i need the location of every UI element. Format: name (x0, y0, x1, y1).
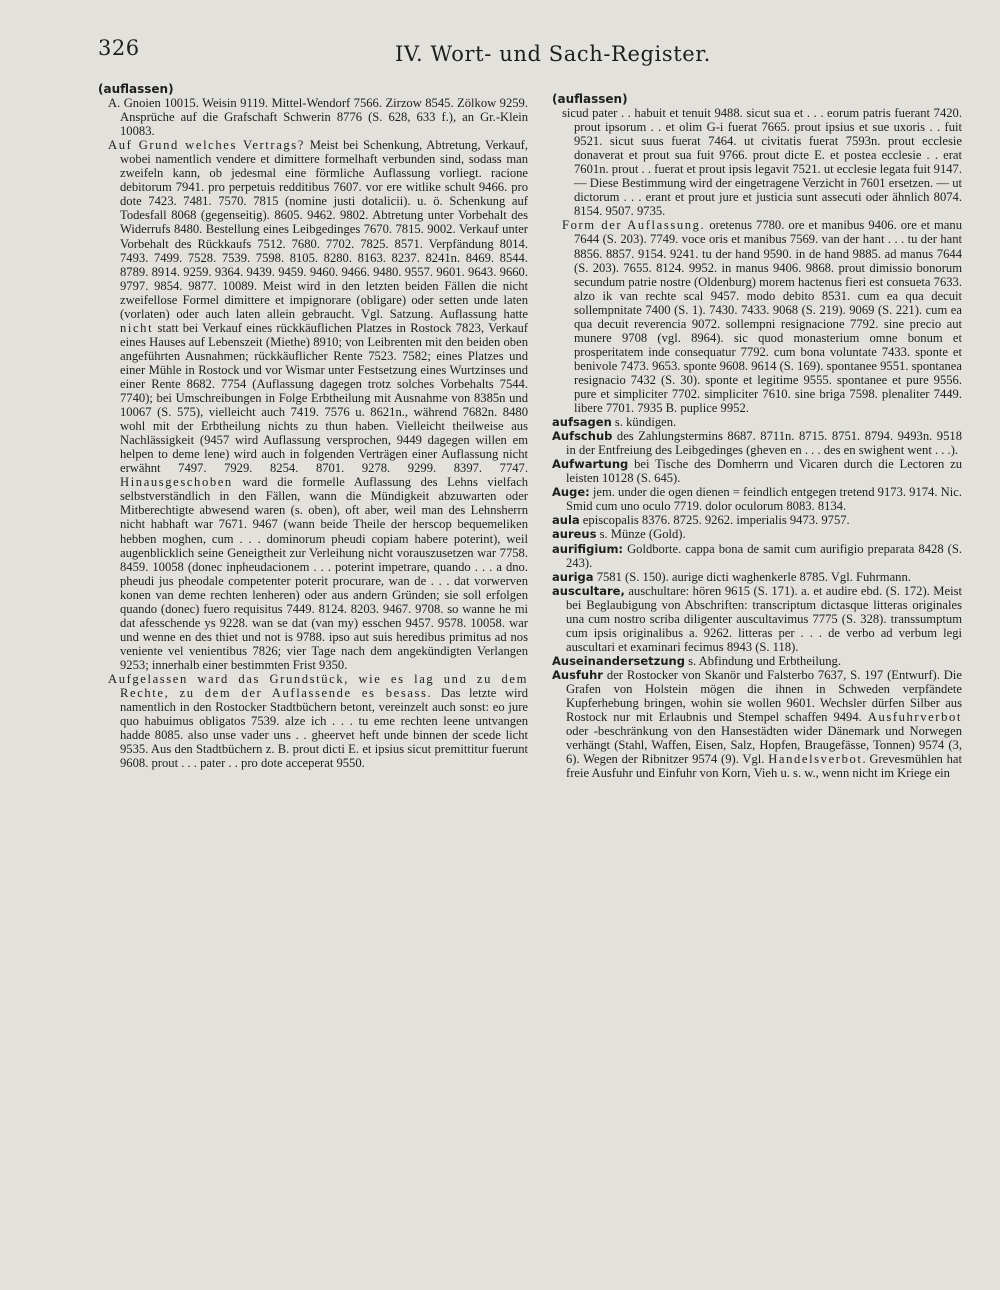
entry-lemma: aurifigium: (552, 541, 624, 556)
text-run: auschultare: hören 9615 (S. 171). a. et audire ebd. (S. 172). Meist bei Beglaubigung von Abschriften: transcriptum dictasque litteras originales una cum nostro scriba diligenter auscultavimus 7775 (S. 328). transsumptum cum ipsis originalibus a. 9262. litteras per . . . de verbo ad verbum legi auscultari et examinari fecimus 8943 (S. 118). (566, 583, 962, 654)
right-column (552, 92, 962, 780)
right-sub-paragraphs (552, 106, 962, 415)
text-run: . Grevesmühlen hat freie Ausfuhr und Einfuhr von Korn, Vieh u. s. w., wenn nicht im Kriege ein (566, 752, 962, 781)
entry-lemma: Auge: (552, 485, 590, 500)
text-run: sicud pater . . habuit et tenuit 9488. sicut sua et . . . eorum patris fuerant 7420. prout ipsorum . . et olim G-i fuerat 7665. prout ipsius et sue uxoris . . fuit 9521. sicut suus fuerat 7464. ut civitatis fuerat 7593n. prout ecclesie donaverat et prout sua fuit 9766. prout dicte E. et postea ecclesie . . erat 7601n. prout . . fuerat et prout ipsis legavit 7521. ut ecclesie legata fuit 9147. — Diese Bestimmung wird der eingetragene Verzicht in 7601 ersetzen. — ut dictorum . . . erant et prout jure et justicia sunt assecuti oder ähnlich 8074. 8154. 9507. 9735. (562, 106, 962, 219)
text-run: s. Münze (Gold). (596, 527, 686, 542)
text-run: Das letzte wird namentlich in den Rostocker Stadtbüchern betont, vereinzelt auch sonst: eo jure quo habuimus obligatos 7539. alze ich . . . tu eme rechten leene untvangen hadde 8085. also unse vader uns . . gheervet heft unde binnen der scede licht 9535. Aus den Stadtbüchern z. B. prout dicti E. et ipsius sicut premittitur fuerunt 9608. prout . . . pater . . pro dote acceperat 9550. (120, 686, 528, 771)
text-run: oder -beschränkung von den Hansestädten wider Dänemark und Norwegen verhängt (Stahl, Waffen, Eisen, Salz, Hopfen, Braugefässe, Tonnen) 9574 (3, 6). Wegen der Ribnitzer 9574 (9). Vgl. (566, 724, 962, 767)
index-paragraph (552, 218, 962, 415)
text-run: 7581 (S. 150). aurige dicti waghenkerle 8785. Vgl. Fuhrmann. (593, 569, 911, 584)
text-run: s. Abfindung und Erbtheilung. (684, 653, 841, 668)
text-run: oretenus 7780. ore et manibus 9406. ore et manu 7644 (S. 203). 7749. voce oris et manibus 7569. van der hant . . . tu der hant 8856. 8857. 9154. 9241. tu der hand 9590. in de hand 9885. ad manus 7644 (S. 203). 7655. 8124. 9952. in manus 9406. 9868. prout dimissio bonorum secundum patrie nostre (Oldenburg) morem hactenus fieri est consueta 7633. alzo ik van rechte scal 9457. modo debito 8531. cum ea qua decuit sollempnitate 7400 (S. 1). 7430. 7433. 9068 (S. 219). 9069 (S. 221). cum ea qua decuit reverencia 9072. sollempni resignacione 7792. sine precio aut munere 9708 (vgl. 8964). sic quod monasterium omne bonum et prosperitatem inde consequatur 7792. cum bona voluntate 7433. sponte et benivole 7473. 9653. sponte 9608. 9614 (S. 169). spontanee 9551. spontanea resignacio 7432 (S. 30). sponte et legitime 9555. spontanee et pure 9556. pure et simpliciter 7702. simpliciter 7610. sine briga 7598. plenaliter 7449. libere 7701. 7935 B. puplice 9952. (574, 218, 962, 416)
register-entry (552, 457, 962, 485)
text-run: ward die formelle Auflassung des Lehns vielfach selbstverständlich in den Fällen, wann die Mündigkeit abzuwarten oder Mitberechtigte abwesend waren (s. oben), oft aber, weil man des Lehnsherrn nicht habhaft war 7671. 9467 (wann beide Theile der herscop bequemeliken hebben moghen, cum . . . dominorum pheudi copiam habere poterint), weil augenblicklich seine Geneigtheit zur Verleihung nicht vorauszusetzen war 7758. 8459. 10058 (donec inpheudacionem . . . poterint impetrare, quando . . . a dno. pheudi jus pheodale competenter poterit procurare, wan de . . . dat vorwerven konen van deme rechten lenheren) oder aus andern Gründen; sie soll erfolgen quando (donec) fuero requisitus 7449. 8124. 8203. 9467. 9708. so wanne he mi dat afesschende ys 9228. wan se dat (van my) esschen 9457. 9578. 10058. war und wenne en des thiet und not is 9788. ipso aut suis heredibus primitus ad nos veniente vel venientibus 7826; vier Tage nach dem angekündigten Verlangen 9253; innerhalb einer bestimmten Frist 9350. (120, 475, 528, 672)
index-paragraph (552, 106, 962, 218)
continued-heading: (auflassen) (552, 92, 628, 106)
text-run: Goldborte. cappa bona de samit cum aurifigio preparata 8428 (S. 243). (566, 541, 962, 570)
entry-lemma: auscultare, (552, 583, 625, 598)
entry-lemma: Ausfuhr (552, 667, 603, 682)
spaced-phrase: nicht (120, 320, 154, 335)
spaced-phrase: Aufgelassen ward das Grundstück, wie es lag und zu dem Rechte, zu dem der Auflassende es besass. (108, 671, 528, 701)
spaced-phrase: Ausfuhrverbot (867, 710, 962, 725)
spaced-phrase: Auf Grund welches Vertrags? (108, 138, 305, 153)
register-entry (552, 415, 962, 429)
text-run: statt bei Verkauf eines rückkäuflichen Platzes in Rostock 7823, Verkauf eines Hauses auf Lebenszeit (Miethe) 8910; von Leibrenten mit den beiden oben angeführten Ausnahmen; rückkäuflicher Rente 7523. 7582; eines Platzes und einer Mühle in Rostock und vor Wismar unter Festsetzung eines Wurtzinses und einer Rente 8682. 7754 (Auflassung dagegen trotz solches Vorbehalts 7544. 7740); bei Umschreibungen in Folge Erbtheilung mit Ausnahme von 8385n und 10067 (S. 575), vielleicht auch 7419. 7576 u. 8621n., während 7682n. 8480 wohl mit der Erbtheilung nichts zu thun haben. Vielleicht theilweise aus Nachlässigkeit (9457 wird Auflassung versprochen, 9449 dagegen willen em helpen to deme lene) wird auch in folgenden Verträgen einer Auflassung nicht erwähnt 7497. 7929. 8254. 8701. 9278. 9299. 8397. 7747. (120, 320, 528, 476)
page-number: 326 (98, 36, 140, 60)
register-entry (552, 485, 962, 513)
text-run: jem. under die ogen dienen = feindlich entgegen tretend 9173. 9174. Nic. Smid cum uno oculo 7719. dolor oculorum 8083. 8134. (566, 485, 962, 514)
register-entry (552, 429, 962, 457)
index-paragraph (98, 138, 528, 672)
register-entry (552, 570, 962, 584)
text-run: der Rostocker von Skanör und Falsterbo 7637, S. 197 (Entwurf). Die Grafen von Holstein mögen die ihnen in Schweden verpfändete Kupferhebung bringen, wohin sie wollen 9601. Wechsler dürfen Silber aus Rostock nur mit Erlaubnis und Stempel schaffen 9494. (566, 667, 962, 725)
left-paragraphs (98, 96, 528, 770)
entry-lemma: auriga (552, 569, 594, 584)
entry-lemma: Aufwartung (552, 457, 629, 472)
continued-heading: (auflassen) (98, 82, 174, 96)
register-entry (552, 513, 962, 527)
index-paragraph (98, 672, 528, 770)
register-entries (552, 415, 962, 780)
register-entry (552, 668, 962, 780)
register-entry (552, 542, 962, 570)
left-column (98, 82, 528, 770)
text-run: Meist bei Schenkung, Abtretung, Verkauf, wobei namentlich vendere et dimittere formelhaft verbunden sind, sodass man zweifeln kann, ob jedesmal eine förmliche Auflassung vorliegt. racione debitorum 7941. pro perpetuis redditibus 7607. vor ere witlike schult 9466. pro dote 7423. 7481. 7570. 7815 (nomine justi dotalicii). u. ö. Schenkung auf Todesfall 8068 (gegenseitig). 8605. 9462. 9802. Abtretung unter Vorbehalt des Widerrufs 8480. Bestellung eines Leibgedinges 7670. 7815. 9002. Verkauf unter Vorbehalt des Rückkaufs 7512. 7680. 7702. 7825. 8571. Verpfändung 8014. 7493. 7499. 7528. 7539. 7598. 8105. 8280. 8163. 8237. 8241n. 8469. 8544. 8789. 8914. 9259. 9364. 9439. 9459. 9460. 9466. 9480. 9557. 9601. 9643. 9660. 9797. 9854. 9877. 10089. Meist wird in den letzten beiden Fällen die nicht zweifellose Formel dimittere et impignorare (obligare) oder setten unde laten (vorlaten) oder auch laten allein gebraucht. Vgl. Satzung. Auflassung hatte (120, 138, 529, 321)
spaced-phrase: Hinausgeschoben (120, 475, 233, 490)
register-entry (552, 527, 962, 541)
text-run: des Zahlungstermins 8687. 8711n. 8715. 8751. 8794. 9493n. 9518 in der Entfreiung des Leibgedinges (gheven en . . . des en swighent went . . .). (566, 429, 962, 458)
text-run: s. kündigen. (611, 415, 677, 430)
text-run: episcopalis 8376. 8725. 9262. imperialis 9473. 9757. (579, 513, 850, 528)
entry-lemma: Aufschub (552, 429, 613, 444)
entry-lemma: aufsagen (552, 415, 612, 430)
index-paragraph (98, 96, 528, 138)
entry-lemma: aula (552, 513, 580, 528)
spaced-phrase: Handelsverbot (768, 752, 863, 767)
text-run: A. Gnoien 10015. Weisin 9119. Mittel-Wendorf 7566. Zirzow 8545. Zölkow 9259. Ansprüche auf die Grafschaft Schwerin 8776 (S. 628, 633 f.), an Gr.-Klein 10083. (108, 96, 528, 139)
register-entry (552, 654, 962, 668)
running-title: IV. Wort- und Sach-Register. (395, 42, 711, 66)
text-run: bei Tische des Domherrn und Vicaren durch die Lectoren zu leisten 10128 (S. 645). (566, 457, 962, 486)
register-entry (552, 584, 962, 654)
entry-lemma: Auseinandersetzung (552, 653, 685, 668)
spaced-phrase: Form der Auflassung. (562, 218, 706, 233)
entry-lemma: aureus (552, 527, 597, 542)
